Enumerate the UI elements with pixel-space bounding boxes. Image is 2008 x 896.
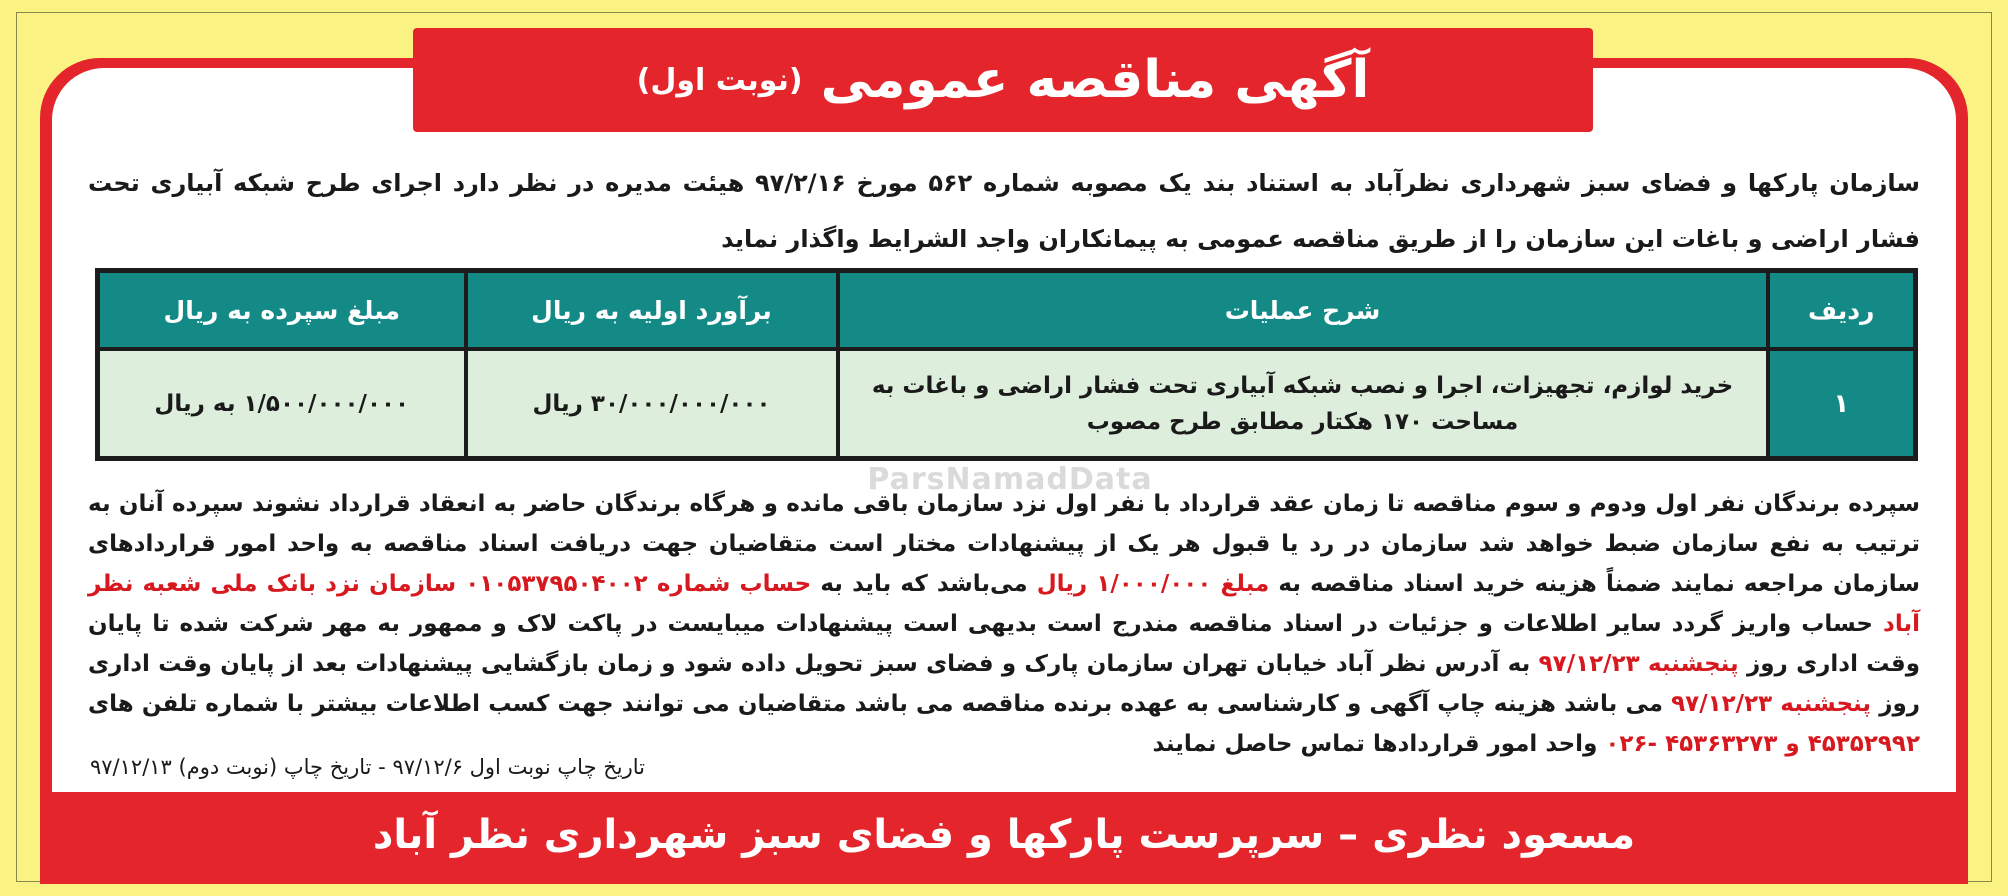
conditions-text-4: به آدرس نظر آباد خیابان تهران سازمان پارک و فضای سبز تحویل داده شود و زمان بازگشایی پیشنهادات بعد از پایان وقت اداری روز bbox=[88, 651, 1920, 717]
conditions-text-2: می‌باشد که باید به bbox=[820, 571, 1028, 597]
bank-account: حساب شماره ۰۱۰۵۳۷۹۵۰۴۰۰۲ سازمان نزد بانک ملی شعبه نظر آباد bbox=[88, 571, 1920, 637]
watermark: ParsNamadData bbox=[867, 462, 1153, 497]
submission-deadline: پنجشنبه ۹۷/۱۲/۲۳ bbox=[1538, 651, 1739, 677]
notice-title: آگهی مناقصه عمومی bbox=[820, 50, 1370, 110]
conditions-text-6: واحد امور قراردادها تماس حاصل نمایند bbox=[1152, 731, 1598, 757]
document-fee: مبلغ ۱/۰۰۰/۰۰۰ ریال bbox=[1036, 571, 1270, 597]
intro-paragraph: سازمان پارکها و فضای سبز شهرداری نظرآباد به استناد بند یک مصوبه شماره ۵۶۲ مورخ ۹۷/۲/۱۶ هیئت مدیره در نظر دارد اجرای طرح شبکه آبیاری تحت فشار اراضی و باغات این سازمان را از طریق مناقصه عمومی به پیمانکاران واجد الشرایط واگذار نماید bbox=[88, 169, 1920, 253]
table-header-row bbox=[98, 271, 1916, 350]
conditions-text-5: می باشد هزینه چاپ آگهی و کارشناسی به عهده برنده مناقصه می باشد متقاضیان می توانند جهت کسب اطلاعات بیشتر با شماره تلفن های bbox=[88, 691, 1663, 717]
header-row-number: ردیف bbox=[1768, 271, 1916, 350]
header-description: شرح عملیات bbox=[838, 271, 1768, 350]
conditions-paragraph bbox=[88, 484, 1920, 764]
conditions-text-3: حساب واریز گردد سایر اطلاعات و جزئیات در اسناد مناقصه مندرج است بدیهی است پیشنهادات میبایست در پاکت لاک و ممهور به مهر شرکت شده تا پایان وقت اداری روز bbox=[88, 611, 1920, 677]
header-estimate: برآورد اولیه به ریال bbox=[466, 271, 838, 350]
phone-numbers: ۴۵۳۵۲۹۹۲ و ۴۵۳۶۳۲۷۳ -۰۲۶ bbox=[1605, 731, 1920, 757]
operations-table bbox=[95, 268, 1918, 461]
cell-row-number: ۱ bbox=[1768, 349, 1916, 459]
table-row bbox=[98, 349, 1916, 459]
opening-date: پنجشنبه ۹۷/۱۲/۲۳ bbox=[1671, 691, 1872, 717]
cell-deposit: ۱/۵۰۰/۰۰۰/۰۰۰ به ریال bbox=[98, 349, 466, 459]
notice-round: (نوبت اول) bbox=[636, 62, 803, 98]
footer-signature: مسعود نظری – سرپرست پارکها و فضای سبز شهرداری نظر آباد bbox=[372, 812, 1636, 858]
cell-estimate: ۳۰/۰۰۰/۰۰۰/۰۰۰ ریال bbox=[466, 349, 838, 459]
cell-description: خرید لوازم، تجهیزات، اجرا و نصب شبکه آبیاری تحت فشار اراضی و باغات به مساحت ۱۷۰ هکتار مطابق طرح مصوب bbox=[838, 349, 1768, 459]
conditions-text-1: سپرده برندگان نفر اول ودوم و سوم مناقصه تا زمان عقد قرارداد با نفر اول نزد سازمان باقی مانده و هرگاه برندگان حاضر به انعقاد قرارداد نشوند سپرده آنان به ترتیب به نفع سازمان ضبط خواهد شد سازمان در رد یا قبول هر یک از پیشنهادات مختار است متقاضیان جهت دریافت اسناد مناقصه به واحد امور قراردادهای سازمان مراجعه نمایند ضمناً هزینه خرید اسناد مناقصه به bbox=[88, 491, 1920, 597]
print-dates: تاریخ چاپ نوبت اول ۹۷/۱۲/۶ - تاریخ چاپ (نوبت دوم) ۹۷/۱۲/۱۳ bbox=[90, 755, 646, 779]
notice-title-banner bbox=[413, 28, 1593, 132]
header-deposit: مبلغ سپرده به ریال bbox=[98, 271, 466, 350]
